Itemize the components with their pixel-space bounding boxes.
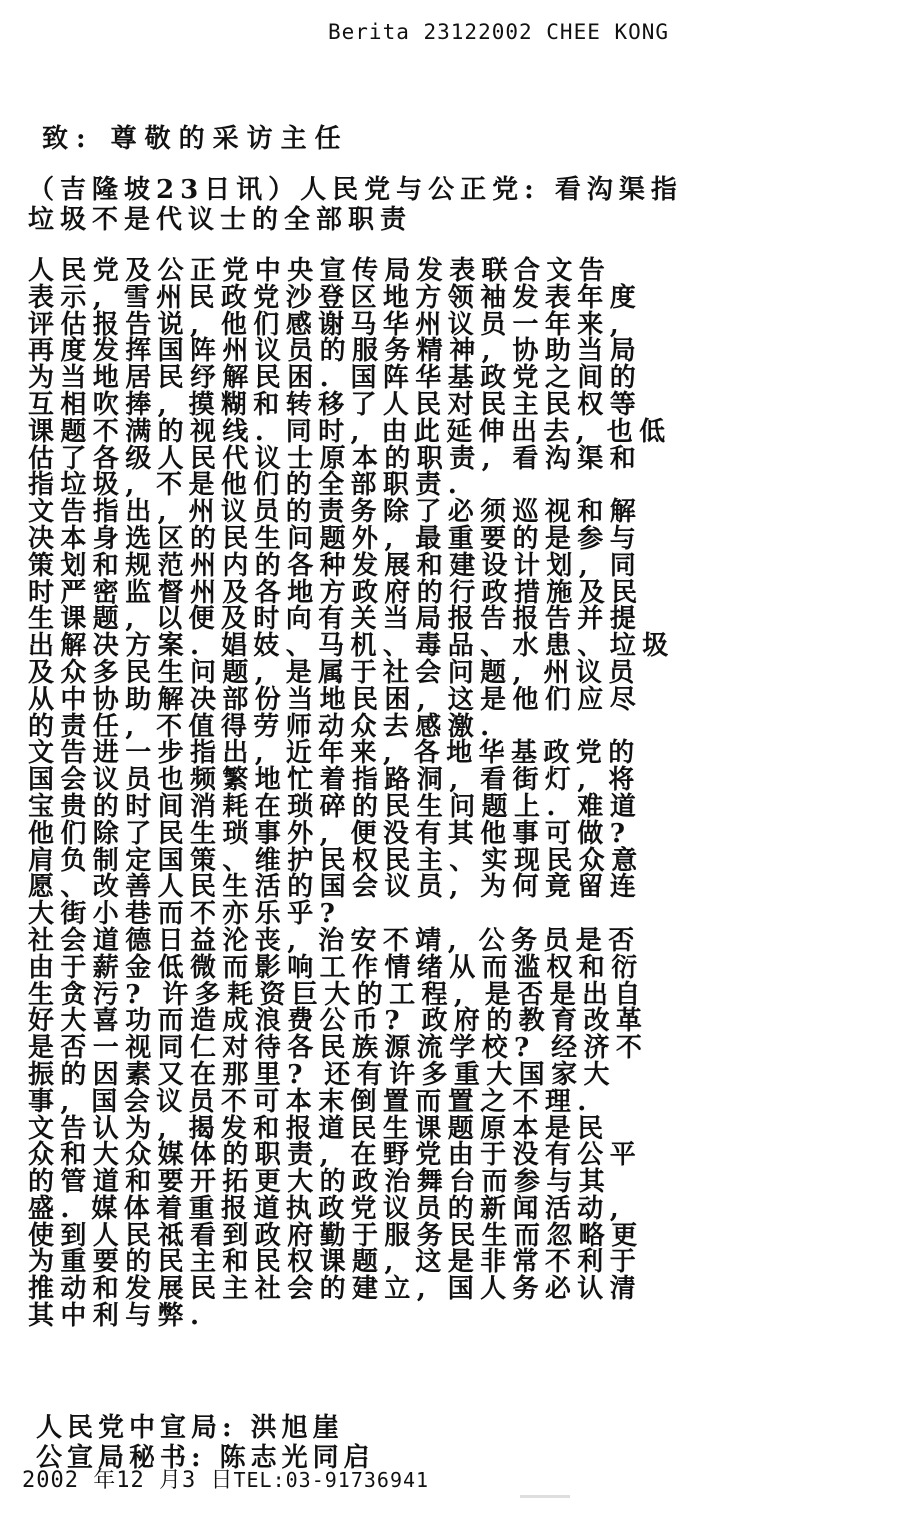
body-line: 文告进一步指出, 近年来, 各地华基政党的 (28, 738, 641, 769)
signature-line: 人民党中宣局: 洪旭崖 (36, 1413, 344, 1443)
body-line: 为当地居民纾解民困. 国阵华基政党之间的 (28, 363, 643, 394)
document-header: Berita 23122002 CHEE KONG (328, 20, 670, 44)
body-line: 宝贵的时间消耗在琐碎的民生问题上. 难道 (28, 791, 643, 822)
body-line: 再度发挥国阵州议员的服务精神, 协助当局 (28, 336, 643, 367)
body-line: 推动和发展民主社会的建立, 国人务必认清 (28, 1274, 643, 1305)
body-line: 从中协助解决部份当地民困, 这是他们应尽 (28, 684, 643, 715)
body-line: 盛. 媒体着重报道执政党议员的新闻活动, (28, 1193, 626, 1224)
body-line: 他们除了民生琐事外, 便没有其他事可做? (28, 818, 632, 849)
body-line: 文告认为, 揭发和报道民生课题原本是民 (28, 1113, 610, 1144)
body-line: 社会道德日益沦丧, 治安不靖, 公务员是否 (28, 925, 641, 956)
body-line: 互相吹捧, 摸糊和转移了人民对民主民权等 (28, 389, 643, 420)
body-line: 出解决方案. 娼妓、马机、毒品、水患、垃圾 (28, 631, 675, 662)
body-line: 生贪污? 许多耗资巨大的工程, 是否是出自 (28, 979, 647, 1010)
headline-line: 垃圾不是代议士的全部职责 (28, 205, 413, 235)
body-line: 估了各级人民代议士原本的职责, 看沟渠和 (28, 443, 643, 474)
date: 2002 年12 月3 日 (22, 1468, 234, 1493)
body-line: 的管道和要开拓更大的政治舞台而参与其 (28, 1167, 612, 1198)
body-line: 表示, 雪州民政党沙登区地方领袖发表年度 (28, 282, 643, 313)
scan-artifact (520, 1495, 570, 1498)
body-line: 及众多民生问题, 是属于社会问题, 州议员 (28, 657, 641, 688)
body-line: 众和大众媒体的职责, 在野党由于没有公平 (28, 1140, 643, 1171)
body-line: 策划和规范州内的各种发展和建设计划, 同 (28, 550, 643, 581)
body-line: 指垃圾, 不是他们的全部职责. (28, 470, 464, 501)
salutation: 致: 尊敬的采访主任 (42, 124, 349, 154)
headline-line: （吉隆坡23日讯）人民党与公正党: 看沟渠指 (28, 175, 683, 205)
body-line: 大街小巷而不亦乐乎? (28, 899, 342, 930)
body-line: 使到人民祗看到政府勤于服务民生而忽略更 (28, 1220, 644, 1251)
body-line: 由于薪金低微而影响工作情绪从而滥权和衍 (28, 952, 644, 983)
body-line: 课题不满的视线. 同时, 由此延伸出去, 也低 (28, 416, 672, 447)
body-line: 评估报告说, 他们感谢马华州议员一年来, (28, 309, 626, 340)
telephone: TEL:03-91736941 (233, 1468, 430, 1492)
body-line: 肩负制定国策、维护民权民主、实现民众意 (28, 845, 644, 876)
date-line (22, 1463, 429, 1494)
body-line: 愿、改善人民生活的国会议员, 为何竟留连 (28, 872, 643, 903)
body-line: 生课题, 以便及时向有关当局报告报告并提 (28, 604, 643, 635)
body-text (28, 258, 878, 1330)
body-line: 其中利与弊. (28, 1301, 206, 1332)
body-line: 国会议员也频繁地忙着指路洞, 看街灯, 将 (28, 765, 641, 796)
body-line: 是否一视同仁对待各民族源流学校? 经济不 (28, 1033, 649, 1064)
body-line: 决本身选区的民生问题外, 最重要的是参与 (28, 523, 643, 554)
body-line: 事, 国会议员不可本末倒置而置之不理. (28, 1086, 593, 1117)
body-line: 时严密监督州及各地方政府的行政措施及民 (28, 577, 644, 608)
body-line: 文告指出, 州议员的责务除了必须巡视和解 (28, 497, 643, 528)
body-line: 为重要的民主和民权课题, 这是非常不利于 (28, 1247, 643, 1278)
signature-line: 公宣局秘书: 陈志光同启 (36, 1443, 375, 1473)
body-line: 振的因素又在那里? 还有许多重大国家大 (28, 1059, 616, 1090)
body-line: 好大喜功而造成浪费公币? 政府的教育改革 (28, 1006, 649, 1037)
body-line: 的责任, 不值得劳师动众去感激. (28, 711, 496, 742)
headline (28, 175, 878, 235)
body-line: 人民党及公正党中央宣传局发表联合文告 (28, 256, 612, 286)
